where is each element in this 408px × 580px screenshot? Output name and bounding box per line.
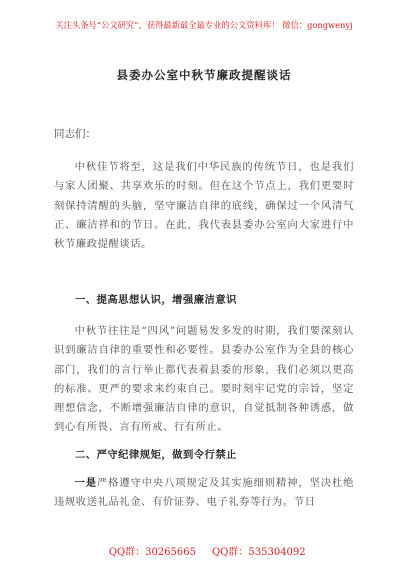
paragraph-text: 严格遵守中央八项规定及其实施细则精神，坚决杜绝违规收送礼品礼金、有价证券、电子礼券等行为。节日 <box>54 477 354 509</box>
paragraph-lead: 一是 <box>74 477 97 489</box>
intro-paragraph: 中秋佳节将至，这是我们中华民族的传统节日，也是我们与家人团聚、共享欢乐的时刻。但在这个节点上，我们更要时刻保持清醒的头脑，坚守廉洁自律的底线，确保过一个风清气正、廉洁祥和的节日。在此，我代表县委办公室向大家进行中秋节廉政提醒谈话。 <box>54 161 354 251</box>
section-heading-1: 一、提高思想认识，增强廉洁意识 <box>75 294 237 306</box>
footer-qq-group-1: QQ群：30265665 <box>108 547 196 558</box>
footer-qq-group-2: QQ群：535304092 <box>211 547 306 558</box>
footer-contacts <box>0 532 408 558</box>
section-heading-2: 二、严守纪律规矩，做到令行禁止 <box>75 449 237 461</box>
section-paragraph-1: 中秋节往往是“四风”问题易发多发的时期，我们要深刻认识到廉洁自律的重要性和必要性。县委办公室作为全县的核心部门，我们的言行举止都代表着县委的形象，我们必须以更高的标准、更严的要求来约束自己。要时刻牢记党的宗旨，坚定理想信念，不断增强廉洁自律的意识，自觉抵制各种诱惑，做到心有所畏、言有所戒、行有所止。 <box>54 325 354 434</box>
banner-notice: 关注头条号“公文研究”，获得最新最全最专业的公文资料库！ 微信：gongwenyj <box>55 20 353 30</box>
section-paragraph-2 <box>54 474 354 513</box>
document-title: 县委办公室中秋节廉政提醒谈话 <box>116 68 292 82</box>
salutation: 同志们： <box>54 128 96 140</box>
